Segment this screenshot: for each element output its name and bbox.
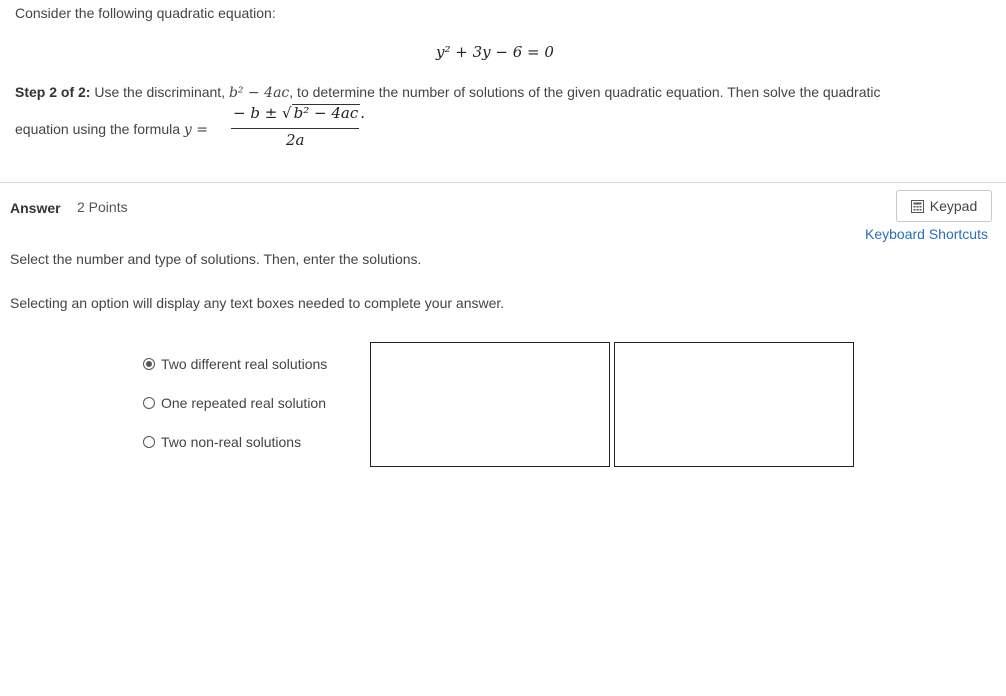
fraction-bar bbox=[231, 128, 359, 129]
formula-denominator: 2a bbox=[286, 131, 305, 149]
option-label: One repeated real solution bbox=[161, 395, 326, 411]
step-text-1: Use the discriminant, bbox=[90, 84, 229, 100]
numerator-prefix: − b ± bbox=[233, 104, 283, 122]
keyboard-shortcuts-link[interactable]: Keyboard Shortcuts bbox=[865, 226, 988, 242]
sqrt-icon: √ bbox=[282, 104, 292, 122]
option-one-repeated[interactable] bbox=[143, 395, 326, 411]
formula-text: equation using the formula bbox=[15, 121, 184, 137]
radio-unselected-icon[interactable] bbox=[143, 397, 155, 409]
keypad-button[interactable] bbox=[896, 190, 992, 222]
step-text-2: , to determine the number of solutions of the given quadratic equation. Then solve the quadratic bbox=[289, 84, 881, 100]
option-non-real[interactable] bbox=[143, 434, 301, 450]
points-value: 2 Points bbox=[77, 199, 128, 215]
option-label: Two different real solutions bbox=[161, 356, 328, 372]
option-label: Two non-real solutions bbox=[161, 434, 302, 450]
step-instructions bbox=[15, 84, 881, 101]
option-two-real[interactable] bbox=[143, 356, 327, 372]
formula-period: . bbox=[360, 104, 365, 122]
section-divider bbox=[0, 182, 1006, 183]
answer-hint: Selecting an option will display any text boxes needed to complete your answer. bbox=[10, 295, 505, 311]
quadratic-equation: y² + 3y − 6 = 0 bbox=[436, 43, 554, 61]
radio-selected-icon[interactable] bbox=[143, 358, 155, 370]
step-label: Step 2 of 2: bbox=[15, 84, 91, 100]
quadratic-formula bbox=[231, 104, 365, 152]
formula-numerator bbox=[233, 104, 365, 122]
formula-lhs: y = bbox=[183, 122, 208, 138]
keypad-label: Keypad bbox=[929, 198, 978, 214]
formula-line bbox=[15, 121, 208, 138]
answer-instruction: Select the number and type of solutions. Then, enter the solutions. bbox=[10, 251, 422, 267]
solution-input-2[interactable] bbox=[614, 342, 854, 467]
radio-unselected-icon[interactable] bbox=[143, 436, 155, 448]
calculator-icon bbox=[911, 200, 924, 213]
discriminant-expression: b² − 4ac bbox=[228, 85, 290, 101]
answer-label: Answer bbox=[10, 200, 61, 216]
formula-radicand: b² − 4ac bbox=[293, 104, 359, 122]
problem-intro: Consider the following quadratic equation: bbox=[15, 5, 276, 21]
solution-input-1[interactable] bbox=[370, 342, 610, 467]
